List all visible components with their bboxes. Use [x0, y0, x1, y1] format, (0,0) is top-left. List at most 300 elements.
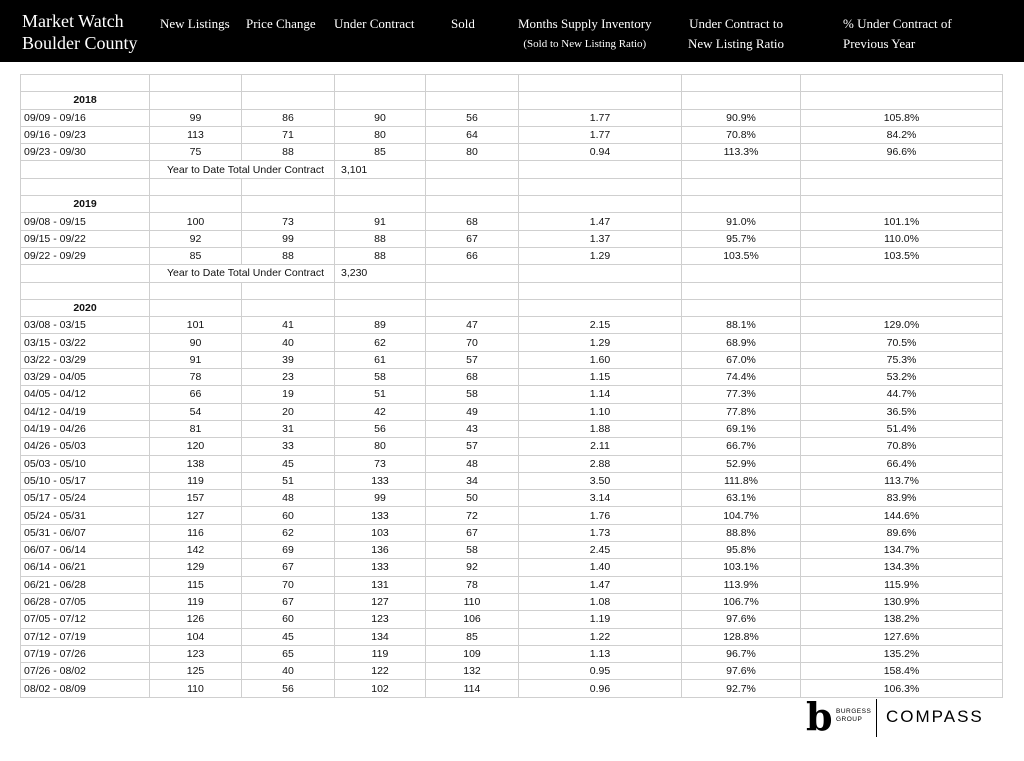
value-cell: 66 [426, 247, 519, 264]
title-line-1: Market Watch [22, 11, 124, 31]
value-cell: 127.6% [801, 628, 1003, 645]
value-cell: 40 [242, 334, 335, 351]
empty-cell [519, 75, 682, 92]
value-cell: 1.10 [519, 403, 682, 420]
value-cell: 1.88 [519, 420, 682, 437]
year-label: 2020 [21, 299, 150, 316]
value-cell: 71 [242, 126, 335, 143]
value-cell: 92 [150, 230, 242, 247]
header-under-contract-ratio [688, 14, 784, 54]
value-cell: 88 [335, 230, 426, 247]
value-cell: 91 [150, 351, 242, 368]
table-row [21, 593, 1003, 610]
empty-cell [21, 282, 150, 299]
value-cell: 96.6% [801, 144, 1003, 161]
value-cell: 129.0% [801, 317, 1003, 334]
value-cell: 67 [242, 559, 335, 576]
table-row [21, 247, 1003, 264]
week-range-cell: 04/26 - 05/03 [21, 438, 150, 455]
empty-cell [335, 196, 426, 213]
value-cell: 39 [242, 351, 335, 368]
empty-cell [150, 92, 242, 109]
header-months-supply-line-2: (Sold to New Listing Ratio) [523, 38, 647, 50]
header-months-supply [518, 14, 652, 54]
value-cell: 131 [335, 576, 426, 593]
week-range-cell: 09/22 - 09/29 [21, 247, 150, 264]
value-cell: 1.29 [519, 247, 682, 264]
header-under-contract-ratio-line-1: Under Contract to [689, 16, 783, 31]
year-label: 2019 [21, 196, 150, 213]
empty-cell [426, 299, 519, 316]
table-row [21, 420, 1003, 437]
value-cell: 109 [426, 645, 519, 662]
value-cell: 1.14 [519, 386, 682, 403]
table-row [21, 351, 1003, 368]
value-cell: 110 [426, 593, 519, 610]
value-cell: 0.96 [519, 680, 682, 697]
week-range-cell: 06/28 - 07/05 [21, 593, 150, 610]
empty-cell [801, 161, 1003, 178]
value-cell: 1.77 [519, 109, 682, 126]
value-cell: 68.9% [682, 334, 801, 351]
table-row [21, 126, 1003, 143]
value-cell: 1.08 [519, 593, 682, 610]
value-cell: 99 [335, 490, 426, 507]
value-cell: 68 [426, 213, 519, 230]
empty-cell [21, 161, 150, 178]
value-cell: 126 [150, 611, 242, 628]
value-cell: 85 [335, 144, 426, 161]
value-cell: 50 [426, 490, 519, 507]
value-cell: 115 [150, 576, 242, 593]
value-cell: 77.8% [682, 403, 801, 420]
report-header [0, 0, 1024, 62]
empty-cell [21, 75, 150, 92]
value-cell: 20 [242, 403, 335, 420]
value-cell: 60 [242, 507, 335, 524]
blank-row [21, 178, 1003, 195]
value-cell: 62 [335, 334, 426, 351]
week-range-cell: 09/23 - 09/30 [21, 144, 150, 161]
week-range-cell: 09/08 - 09/15 [21, 213, 150, 230]
value-cell: 61 [335, 351, 426, 368]
year-row [21, 92, 1003, 109]
table-row [21, 438, 1003, 455]
table-row [21, 230, 1003, 247]
value-cell: 90 [335, 109, 426, 126]
empty-cell [335, 282, 426, 299]
value-cell: 70.8% [682, 126, 801, 143]
value-cell: 95.8% [682, 542, 801, 559]
value-cell: 67 [242, 593, 335, 610]
empty-cell [801, 282, 1003, 299]
market-data-table [20, 74, 1003, 698]
value-cell: 67 [426, 524, 519, 541]
title-line-2: Boulder County [22, 33, 138, 53]
header-months-supply-line-1: Months Supply Inventory [518, 16, 652, 31]
value-cell: 69.1% [682, 420, 801, 437]
ytd-total-value: 3,101 [335, 161, 426, 178]
value-cell: 1.73 [519, 524, 682, 541]
value-cell: 133 [335, 472, 426, 489]
empty-cell [242, 178, 335, 195]
value-cell: 100 [150, 213, 242, 230]
brand-logos [806, 694, 986, 741]
value-cell: 91 [335, 213, 426, 230]
table-row [21, 386, 1003, 403]
empty-cell [519, 265, 682, 282]
value-cell: 44.7% [801, 386, 1003, 403]
value-cell: 3.14 [519, 490, 682, 507]
value-cell: 101.1% [801, 213, 1003, 230]
week-range-cell: 08/02 - 08/09 [21, 680, 150, 697]
empty-cell [150, 75, 242, 92]
table-row [21, 144, 1003, 161]
value-cell: 97.6% [682, 611, 801, 628]
week-range-cell: 09/09 - 09/16 [21, 109, 150, 126]
value-cell: 99 [150, 109, 242, 126]
table-row [21, 663, 1003, 680]
value-cell: 116 [150, 524, 242, 541]
value-cell: 56 [335, 420, 426, 437]
value-cell: 106 [426, 611, 519, 628]
value-cell: 92 [426, 559, 519, 576]
week-range-cell: 07/26 - 08/02 [21, 663, 150, 680]
value-cell: 85 [150, 247, 242, 264]
table-row [21, 369, 1003, 386]
value-cell: 66 [150, 386, 242, 403]
value-cell: 56 [242, 680, 335, 697]
table-row [21, 109, 1003, 126]
value-cell: 52.9% [682, 455, 801, 472]
empty-cell [519, 196, 682, 213]
value-cell: 1.76 [519, 507, 682, 524]
value-cell: 51 [335, 386, 426, 403]
table-body [21, 75, 1003, 698]
value-cell: 135.2% [801, 645, 1003, 662]
ytd-total-label: Year to Date Total Under Contract [150, 161, 335, 178]
week-range-cell: 04/12 - 04/19 [21, 403, 150, 420]
value-cell: 3.50 [519, 472, 682, 489]
value-cell: 49 [426, 403, 519, 420]
value-cell: 134 [335, 628, 426, 645]
value-cell: 129 [150, 559, 242, 576]
value-cell: 1.37 [519, 230, 682, 247]
header-price-change: Price Change [246, 16, 316, 31]
value-cell: 80 [335, 126, 426, 143]
table-row [21, 680, 1003, 697]
empty-cell [150, 299, 242, 316]
value-cell: 58 [426, 542, 519, 559]
value-cell: 85 [426, 628, 519, 645]
value-cell: 103 [335, 524, 426, 541]
value-cell: 62 [242, 524, 335, 541]
value-cell: 113.9% [682, 576, 801, 593]
value-cell: 60 [242, 611, 335, 628]
value-cell: 127 [335, 593, 426, 610]
week-range-cell: 03/15 - 03/22 [21, 334, 150, 351]
value-cell: 31 [242, 420, 335, 437]
value-cell: 125 [150, 663, 242, 680]
value-cell: 138 [150, 455, 242, 472]
value-cell: 2.45 [519, 542, 682, 559]
value-cell: 158.4% [801, 663, 1003, 680]
value-cell: 54 [150, 403, 242, 420]
value-cell: 110.0% [801, 230, 1003, 247]
value-cell: 42 [335, 403, 426, 420]
value-cell: 83.9% [801, 490, 1003, 507]
value-cell: 104 [150, 628, 242, 645]
value-cell: 36.5% [801, 403, 1003, 420]
value-cell: 48 [426, 455, 519, 472]
value-cell: 119 [150, 593, 242, 610]
week-range-cell: 04/19 - 04/26 [21, 420, 150, 437]
value-cell: 113.3% [682, 144, 801, 161]
empty-cell [801, 299, 1003, 316]
empty-cell [150, 178, 242, 195]
value-cell: 43 [426, 420, 519, 437]
table-row [21, 611, 1003, 628]
value-cell: 67 [426, 230, 519, 247]
table-row [21, 317, 1003, 334]
table-row [21, 455, 1003, 472]
value-cell: 88.1% [682, 317, 801, 334]
empty-cell [21, 265, 150, 282]
value-cell: 133 [335, 559, 426, 576]
table-row [21, 403, 1003, 420]
value-cell: 1.60 [519, 351, 682, 368]
header-pct-prev-year [843, 14, 952, 54]
empty-cell [519, 92, 682, 109]
value-cell: 78 [150, 369, 242, 386]
value-cell: 69 [242, 542, 335, 559]
value-cell: 86 [242, 109, 335, 126]
value-cell: 113 [150, 126, 242, 143]
value-cell: 75 [150, 144, 242, 161]
week-range-cell: 06/07 - 06/14 [21, 542, 150, 559]
table-row [21, 576, 1003, 593]
value-cell: 101 [150, 317, 242, 334]
value-cell: 88 [242, 247, 335, 264]
empty-cell [335, 92, 426, 109]
empty-cell [801, 265, 1003, 282]
value-cell: 91.0% [682, 213, 801, 230]
empty-cell [682, 92, 801, 109]
value-cell: 2.11 [519, 438, 682, 455]
empty-cell [426, 196, 519, 213]
week-range-cell: 09/15 - 09/22 [21, 230, 150, 247]
value-cell: 66.4% [801, 455, 1003, 472]
empty-cell [682, 299, 801, 316]
table-row [21, 490, 1003, 507]
week-range-cell: 05/17 - 05/24 [21, 490, 150, 507]
empty-cell [426, 282, 519, 299]
value-cell: 119 [335, 645, 426, 662]
value-cell: 88 [242, 144, 335, 161]
table-row [21, 472, 1003, 489]
empty-cell [21, 178, 150, 195]
value-cell: 81 [150, 420, 242, 437]
value-cell: 63.1% [682, 490, 801, 507]
value-cell: 1.77 [519, 126, 682, 143]
value-cell: 136 [335, 542, 426, 559]
value-cell: 0.94 [519, 144, 682, 161]
value-cell: 51.4% [801, 420, 1003, 437]
empty-cell [801, 178, 1003, 195]
empty-cell [426, 75, 519, 92]
value-cell: 40 [242, 663, 335, 680]
value-cell: 23 [242, 369, 335, 386]
table-row [21, 213, 1003, 230]
value-cell: 1.22 [519, 628, 682, 645]
empty-cell [519, 161, 682, 178]
value-cell: 51 [242, 472, 335, 489]
table-row [21, 542, 1003, 559]
value-cell: 66.7% [682, 438, 801, 455]
value-cell: 92.7% [682, 680, 801, 697]
value-cell: 128.8% [682, 628, 801, 645]
value-cell: 1.19 [519, 611, 682, 628]
value-cell: 73 [335, 455, 426, 472]
empty-cell [426, 92, 519, 109]
header-under-contract-ratio-line-2: New Listing Ratio [688, 36, 785, 51]
ytd-total-row [21, 265, 1003, 282]
value-cell: 103.5% [682, 247, 801, 264]
empty-cell [335, 299, 426, 316]
header-pct-prev-year-line-1: % Under Contract of [843, 16, 952, 31]
empty-cell [150, 282, 242, 299]
empty-cell [519, 299, 682, 316]
value-cell: 70 [426, 334, 519, 351]
value-cell: 105.8% [801, 109, 1003, 126]
table-row [21, 507, 1003, 524]
value-cell: 70.5% [801, 334, 1003, 351]
value-cell: 64 [426, 126, 519, 143]
blank-row [21, 75, 1003, 92]
compass-logo: COMPASS [886, 707, 984, 726]
value-cell: 33 [242, 438, 335, 455]
empty-cell [426, 161, 519, 178]
table-row [21, 524, 1003, 541]
value-cell: 123 [335, 611, 426, 628]
blank-row [21, 282, 1003, 299]
value-cell: 1.47 [519, 213, 682, 230]
value-cell: 57 [426, 438, 519, 455]
value-cell: 95.7% [682, 230, 801, 247]
week-range-cell: 07/12 - 07/19 [21, 628, 150, 645]
value-cell: 58 [335, 369, 426, 386]
ytd-total-row [21, 161, 1003, 178]
empty-cell [682, 161, 801, 178]
value-cell: 111.8% [682, 472, 801, 489]
value-cell: 45 [242, 455, 335, 472]
value-cell: 88 [335, 247, 426, 264]
empty-cell [801, 92, 1003, 109]
burgess-b-logo-icon: b [806, 694, 833, 739]
value-cell: 130.9% [801, 593, 1003, 610]
empty-cell [335, 75, 426, 92]
report-title [22, 10, 138, 54]
value-cell: 97.6% [682, 663, 801, 680]
value-cell: 89.6% [801, 524, 1003, 541]
table-row [21, 559, 1003, 576]
value-cell: 57 [426, 351, 519, 368]
week-range-cell: 03/29 - 04/05 [21, 369, 150, 386]
value-cell: 65 [242, 645, 335, 662]
empty-cell [150, 196, 242, 213]
week-range-cell: 03/08 - 03/15 [21, 317, 150, 334]
empty-cell [682, 196, 801, 213]
week-range-cell: 07/05 - 07/12 [21, 611, 150, 628]
week-range-cell: 05/24 - 05/31 [21, 507, 150, 524]
value-cell: 88.8% [682, 524, 801, 541]
value-cell: 102 [335, 680, 426, 697]
empty-cell [682, 265, 801, 282]
value-cell: 144.6% [801, 507, 1003, 524]
value-cell: 1.40 [519, 559, 682, 576]
empty-cell [519, 178, 682, 195]
empty-cell [682, 282, 801, 299]
empty-cell [426, 178, 519, 195]
value-cell: 142 [150, 542, 242, 559]
value-cell: 106.7% [682, 593, 801, 610]
value-cell: 75.3% [801, 351, 1003, 368]
empty-cell [682, 75, 801, 92]
value-cell: 84.2% [801, 126, 1003, 143]
value-cell: 2.15 [519, 317, 682, 334]
value-cell: 122 [335, 663, 426, 680]
value-cell: 56 [426, 109, 519, 126]
empty-cell [335, 178, 426, 195]
header-pct-prev-year-line-2: Previous Year [843, 36, 916, 51]
value-cell: 103.1% [682, 559, 801, 576]
value-cell: 157 [150, 490, 242, 507]
logo-divider [876, 699, 877, 737]
value-cell: 80 [426, 144, 519, 161]
value-cell: 103.5% [801, 247, 1003, 264]
value-cell: 115.9% [801, 576, 1003, 593]
value-cell: 80 [335, 438, 426, 455]
value-cell: 120 [150, 438, 242, 455]
burgess-group-logo [836, 708, 871, 724]
value-cell: 47 [426, 317, 519, 334]
value-cell: 70 [242, 576, 335, 593]
value-cell: 132 [426, 663, 519, 680]
value-cell: 110 [150, 680, 242, 697]
value-cell: 1.15 [519, 369, 682, 386]
year-label: 2018 [21, 92, 150, 109]
header-sold: Sold [451, 16, 475, 31]
value-cell: 0.95 [519, 663, 682, 680]
empty-cell [242, 299, 335, 316]
value-cell: 58 [426, 386, 519, 403]
empty-cell [801, 75, 1003, 92]
value-cell: 72 [426, 507, 519, 524]
group-text: GROUP [836, 716, 863, 723]
value-cell: 127 [150, 507, 242, 524]
value-cell: 134.3% [801, 559, 1003, 576]
week-range-cell: 05/03 - 05/10 [21, 455, 150, 472]
value-cell: 68 [426, 369, 519, 386]
value-cell: 90.9% [682, 109, 801, 126]
empty-cell [242, 75, 335, 92]
value-cell: 134.7% [801, 542, 1003, 559]
table-row [21, 645, 1003, 662]
year-row [21, 196, 1003, 213]
empty-cell [682, 178, 801, 195]
week-range-cell: 06/21 - 06/28 [21, 576, 150, 593]
week-range-cell: 09/16 - 09/23 [21, 126, 150, 143]
